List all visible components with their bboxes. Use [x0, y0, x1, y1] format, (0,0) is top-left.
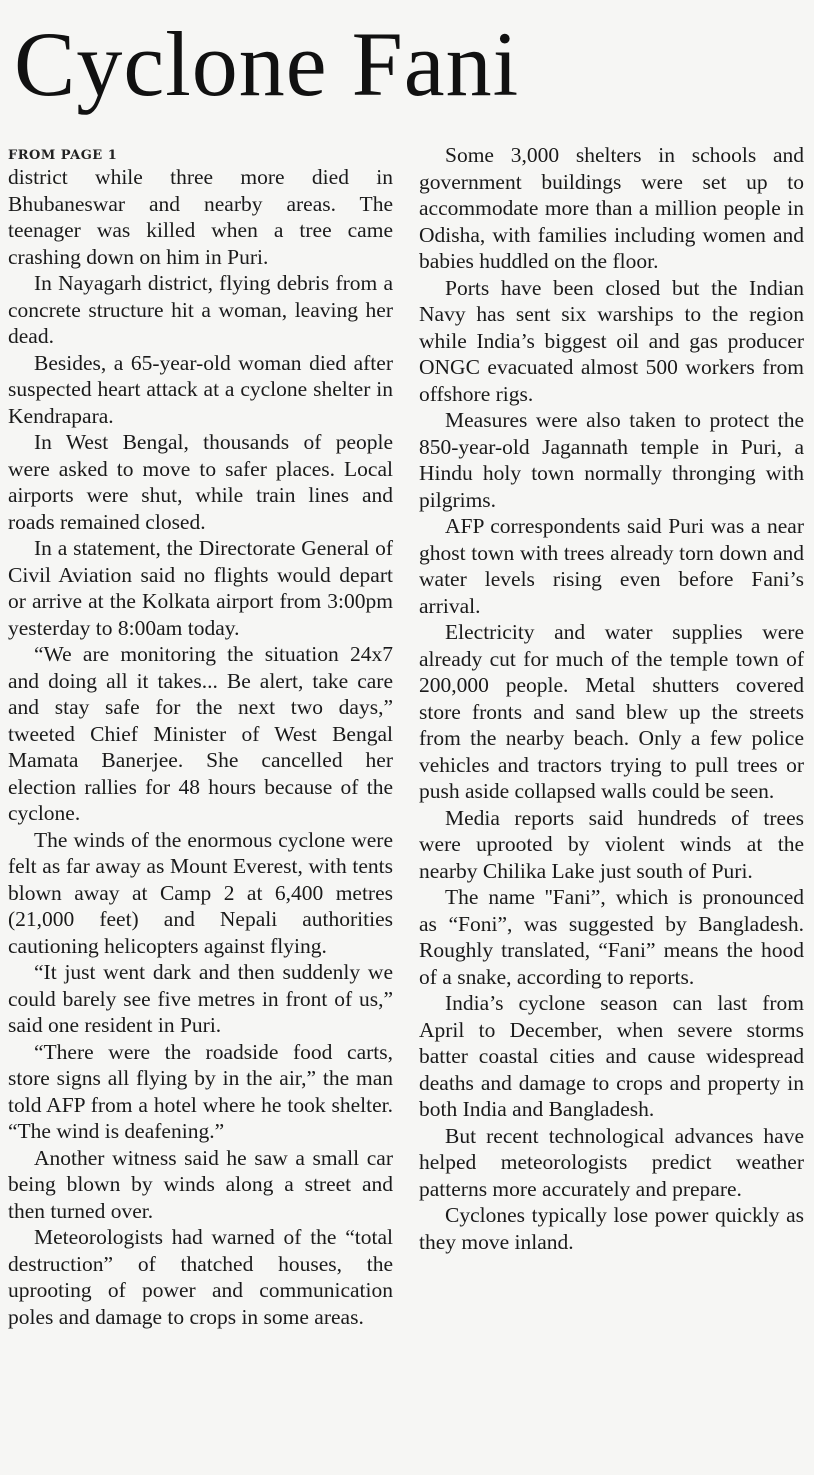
paragraph: “It just went dark and then suddenly we could barely see five metres in front of us,” said one resident in Puri.	[8, 960, 393, 1037]
continuation-kicker: FROM PAGE 1	[8, 148, 118, 163]
paragraph: Another witness said he saw a small car being blown by winds along a street and then turned over.	[8, 1145, 393, 1223]
column-right	[419, 142, 804, 1330]
paragraph: AFP correspondents said Puri was a near ghost town with trees already torn down and water levels rising even before Fani’s arrival.	[419, 514, 804, 618]
article-body	[8, 142, 804, 1330]
paragraph: The winds of the enormous cyclone were felt as far away as Mount Everest, with tents blown away at Camp 2 at 6,400 metres (21,000 feet) and Nepali authorities cautioning helicopters against flying.	[8, 827, 393, 958]
paragraph: In a statement, the Directorate General of Civil Aviation said no flights would depart or arrive at the Kolkata airport from 3:00pm yesterday to 8:00am today.	[8, 536, 393, 640]
paragraph: Measures were also taken to protect the 850-year-old Jagannath temple in Puri, a Hindu holy town normally thronging with pilgrims.	[419, 408, 804, 512]
paragraph: Cyclones typically lose power quickly as they move inland.	[419, 1203, 804, 1254]
paragraph: “We are monitoring the situation 24x7 and doing all it takes... Be alert, take care and stay safe for the next two days,” tweeted Chief Minister of West Bengal Mamata Banerjee. She cancelled her election rallies for 48 hours because of the cyclone.	[8, 642, 393, 825]
paragraph: Some 3,000 shelters in schools and government buildings were set up to accommodate more than a million people in Odisha, with families including women and babies huddled on the floor.	[419, 143, 804, 273]
paragraph: In West Bengal, thousands of people were asked to move to safer places. Local airports were shut, while train lines and roads remained closed.	[8, 430, 393, 534]
paragraph: Ports have been closed but the Indian Navy has sent six warships to the region while India’s biggest oil and gas producer ONGC evacuated almost 500 workers from offshore rigs.	[419, 275, 804, 406]
paragraph: district while three more died in Bhubaneswar and nearby areas. The teenager was killed when a tree came crashing down on him in Puri.	[8, 165, 393, 269]
column-left	[8, 142, 393, 1330]
paragraph: Electricity and water supplies were already cut for much of the temple town of 200,000 people. Metal shutters covered store fronts and sand blew up the streets from the nearby beach. Only a few police vehicles and tractors trying to pull trees or push aside collapsed walls could be seen.	[419, 620, 804, 803]
paragraph: “There were the roadside food carts, store signs all flying by in the air,” the man told AFP from a hotel where he took shelter. “The wind is deafening.”	[8, 1039, 393, 1143]
paragraph: Media reports said hundreds of trees were uprooted by violent winds at the nearby Chilika Lake just south of Puri.	[419, 805, 804, 883]
paragraph: In Nayagarh district, flying debris from a concrete structure hit a woman, leaving her dead.	[8, 271, 393, 348]
headline: Cyclone Fani	[14, 13, 520, 115]
paragraph: The name ''Fani”, which is pronounced as “Foni”, was suggested by Bangladesh. Roughly translated, “Fani” means the hood of a snake, according to reports.	[419, 885, 804, 989]
paragraph: Meteorologists had warned of the “total destruction” of thatched houses, the uprooting of power and communication poles and damage to crops in some areas.	[8, 1225, 393, 1329]
newspaper-clipping	[0, 14, 814, 1475]
paragraph: But recent technological advances have helped meteorologists predict weather patterns more accurately and prepare.	[419, 1123, 804, 1201]
paragraph: Besides, a 65-year-old woman died after suspected heart attack at a cyclone shelter in Kendrapara.	[8, 350, 393, 428]
paragraph: India’s cyclone season can last from April to December, when severe storms batter coastal cities and cause widespread deaths and damage to crops and property in both India and Bangladesh.	[419, 991, 804, 1121]
